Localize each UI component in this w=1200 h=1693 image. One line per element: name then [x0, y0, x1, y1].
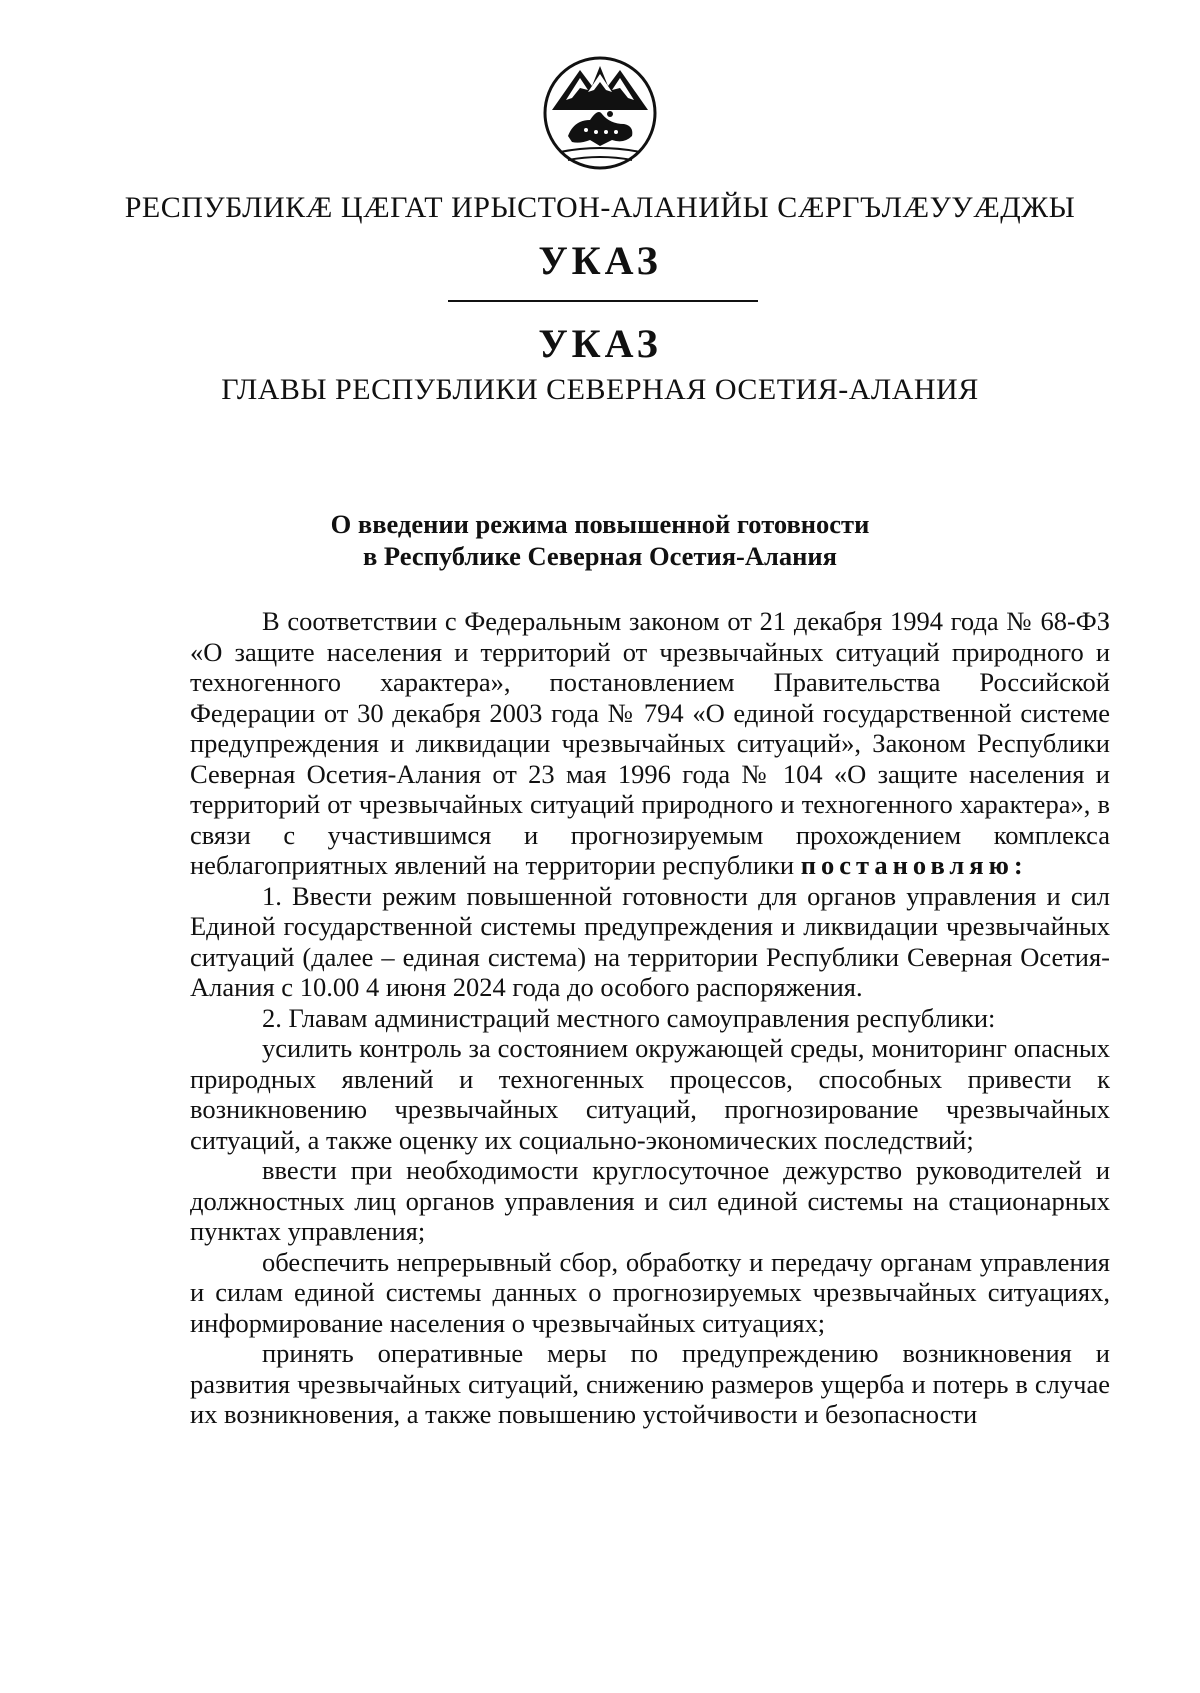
header-divider [448, 300, 758, 302]
preamble-paragraph [190, 606, 1110, 881]
ossetian-header-line: РЕСПУБЛИКӔ ЦӔГАТ ИРЫСТОН-АЛАНИЙЫ СӔРГЪЛӔУУӔДЖЫ [124, 191, 1076, 224]
item-2-subparagraph-a: усилить контроль за состоянием окружающей среды, мониторинг опасных природных явлений и техногенных процессов, способных привести к возникновению чрезвычайных ситуаций, прогнозирование чрезвычайных ситуаций, а также оценку их социально-экономических последствий; [190, 1033, 1110, 1155]
item-2-subparagraph-c: обеспечить непрерывный сбор, обработку и передачу органам управления и силам единой системы данных о прогнозируемых чрезвычайных ситуациях, информирование населения о чрезвычайных ситуациях; [190, 1246, 1110, 1338]
decree-title-line-2: в Республике Северная Осетия-Алания [362, 541, 838, 571]
ukaz-russian-heading: УКАЗ [538, 321, 662, 366]
decree-word: постановляю: [800, 850, 1028, 880]
decree-title-line-1: О введении режима повышенной готовности [330, 509, 870, 539]
item-2-paragraph: 2. Главам администраций местного самоуправления республики: [262, 1002, 996, 1033]
item-2-subparagraph-b: ввести при необходимости круглосуточное дежурство руководителей и должностных лиц органов управления и сил единой системы на стационарных пунктах управления; [190, 1155, 1110, 1246]
item-2-subparagraph-d: принять оперативные меры по предупреждению возникновения и развития чрезвычайных ситуаций, снижению размеров ущерба и потерь в случае их возникновения, а также повышению устойчивости и безопасности [190, 1338, 1110, 1429]
ukaz-ossetian-heading: УКАЗ [538, 238, 662, 283]
item-1-paragraph: 1. Ввести режим повышенной готовности для органов управления и сил Единой государственной системы предупреждения и ликвидации чрезвычайных ситуаций (далее – единая система) на территории Республики Северная Осетия-Алания с 10.00 4 июня 2024 года до особого распоряжения. [190, 880, 1110, 1002]
coat-of-arms-emblem [540, 48, 660, 178]
decree-body [190, 606, 1110, 1430]
preamble-text: В соответствии с Федеральным законом от 21 декабря 1994 года № 68-ФЗ «О защите населения и территорий от чрезвычайных ситуаций природного и техногенного характера», постановлением Правительства Российской Федерации от 30 декабря 2003 года № 794 «О единой государственной системе предупреждения и ликвидации чрезвычайных ситуаций», Законом Республики Северная Осетия-Алания от 23 мая 1996 года № 104 «О защите населения и территорий от чрезвычайных ситуаций природного и техногенного характера», в связи с участившимся и прогнозируемым прохождением комплекса неблагоприятных явлений на территории республики [190, 606, 1110, 880]
russian-header-line: ГЛАВЫ РЕСПУБЛИКИ СЕВЕРНАЯ ОСЕТИЯ-АЛАНИЯ [221, 373, 979, 406]
decree-title [190, 508, 1010, 572]
